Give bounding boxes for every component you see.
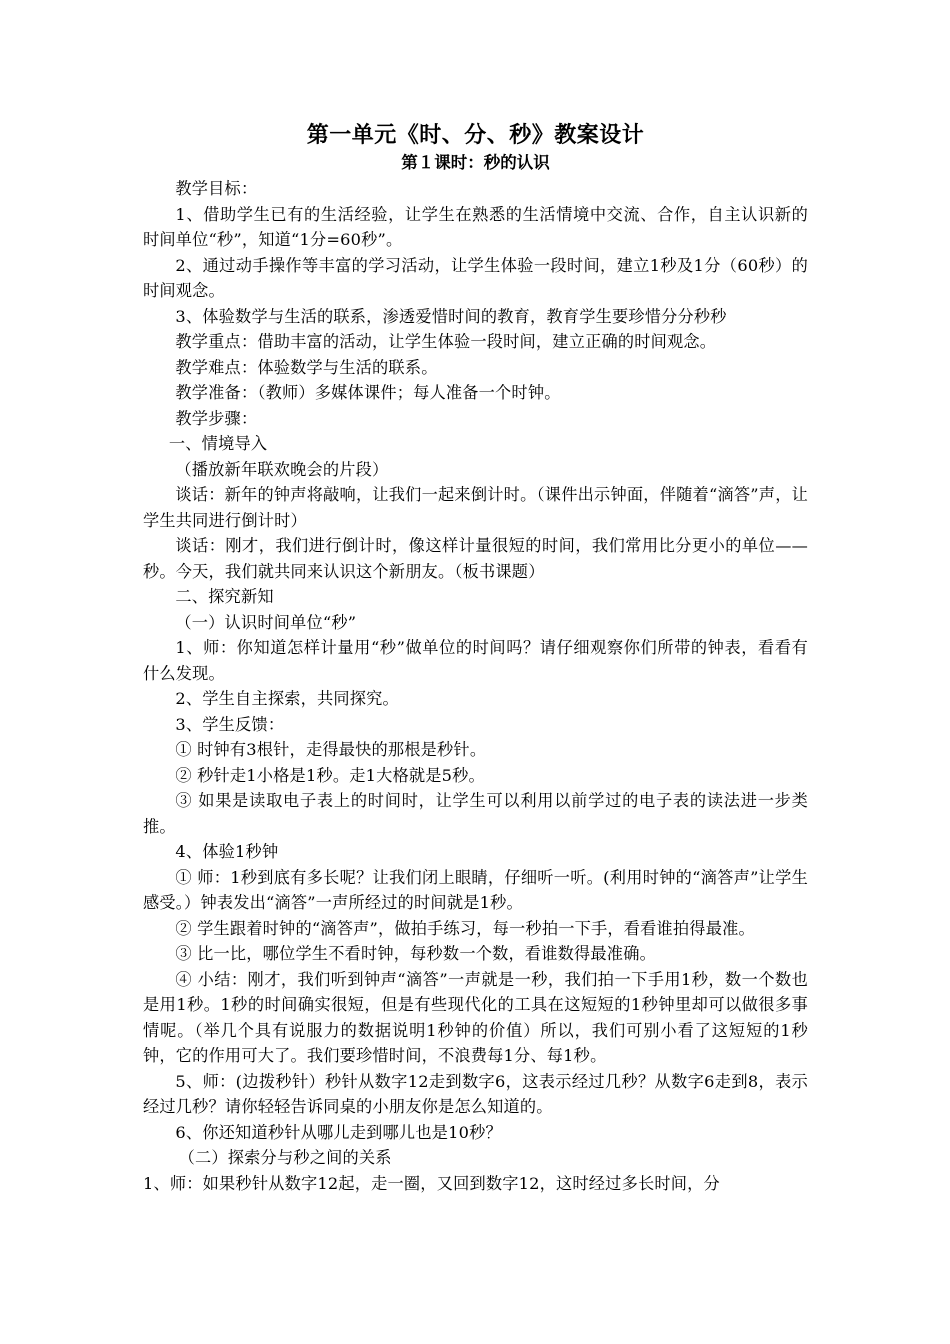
- paragraph: 教学准备：（教师）多媒体课件；每人准备一个时钟。: [175, 383, 561, 402]
- paragraph: 2、学生自主探索，共同探究。: [175, 689, 399, 708]
- paragraph: 2、通过动手操作等丰富的学习活动，让学生体验一段时间，建立1秒及1分（60秒）的时间观念。: [143, 255, 808, 300]
- lesson-subtitle: 第１课时：秒的认识: [401, 153, 550, 172]
- paragraph: 1、师：如果秒针从数字12起，走一圈，又回到数字12，这时经过多长时间，分: [143, 1173, 720, 1193]
- list-item: ② 秒针走1小格是1秒。走1大格就是5秒。: [175, 765, 485, 785]
- paragraph: 谈话：新年的钟声将敲响，让我们一起来倒计时。（课件出示钟面，伴随着“滴答”声，让学生共同进行倒计时）: [143, 485, 808, 530]
- list-item: ③ 比一比，哪位学生不看时钟，每秒数一个数，看谁数得最准确。: [175, 944, 656, 963]
- paragraph: 3、体验数学与生活的联系，渗透爱惜时间的教育，教育学生要珍惜分分秒秒: [175, 306, 727, 326]
- list-item: ④ 小结：刚才，我们听到钟声“滴答”一声就是一秒，我们拍一下手用1秒，数一个数也是用1秒。1秒的时间确实很短，但是有些现代化的工具在这短短的1秒钟里却可以做很多事情呢。（举几个具有说服力的数据说明1秒钟的价值）所以，我们可别小看了这短短的1秒钟，它的作用可大了。我们要珍惜时间，不浪费每1分、每1秒。: [143, 969, 808, 1065]
- paragraph: 教学重点：借助丰富的活动，让学生体验一段时间，建立正确的时间观念。: [175, 332, 717, 351]
- document-body: [143, 176, 808, 1196]
- list-item: ③ 如果是读取电子表上的时间时，让学生可以利用以前学过的电子表的读法进一步类推。: [143, 791, 808, 836]
- list-item: ② 学生跟着时钟的“滴答声”，做拍手练习，每一秒拍一下手，看看谁拍得最准。: [175, 918, 755, 938]
- list-item: ① 时钟有3根针，走得最快的那根是秒针。: [175, 740, 487, 759]
- paragraph: 教学难点：体验数学与生活的联系。: [175, 357, 438, 377]
- paragraph: 谈话：刚才，我们进行倒计时，像这样计量很短的时间，我们常用比分更小的单位——秒。今天，我们就共同来认识这个新朋友。（板书课题）: [143, 536, 808, 581]
- paragraph: 3、学生反馈：: [175, 714, 285, 734]
- paragraph: （播放新年联欢晚会的片段）: [175, 459, 389, 479]
- section-heading: 一、情境导入: [168, 434, 268, 453]
- section-heading: 二、探究新知: [175, 587, 274, 606]
- document-title: 第一单元《时、分、秒》教案设计: [306, 123, 645, 148]
- paragraph: 1、师：你知道怎样计量用“秒”做单位的时间吗？请仔细观察你们所带的钟表，看看有什么发现。: [143, 638, 808, 683]
- paragraph: 5、师：(边拨秒针）秒针从数字12走到数字6，这表示经过几秒？从数字6走到8，表示经过几秒？请你轻轻告诉同桌的小朋友你是怎么知道的。: [143, 1071, 808, 1116]
- list-item: ① 师：1秒到底有多长呢？让我们闭上眼睛，仔细听一听。(利用时钟的“滴答声”让学生感受。）钟表发出“滴答”一声所经过的时间就是1秒。: [143, 867, 808, 912]
- paragraph: 4、体验1秒钟: [175, 842, 279, 861]
- paragraph: 教学步骤：: [175, 408, 258, 428]
- paragraph: 教学目标：: [175, 179, 258, 198]
- paragraph: 1、借助学生已有的生活经验，让学生在熟悉的生活情境中交流、合作，自主认识新的时间单位“秒”，知道“1分=60秒”。: [143, 204, 808, 249]
- subsection-heading: （一）认识时间单位“秒”: [175, 612, 357, 632]
- paragraph: 6、你还知道秒针从哪儿走到哪儿也是10秒？: [175, 1122, 502, 1142]
- subsection-heading: （二）探索分与秒之间的关系: [178, 1148, 392, 1167]
- document-page: [143, 120, 808, 1196]
